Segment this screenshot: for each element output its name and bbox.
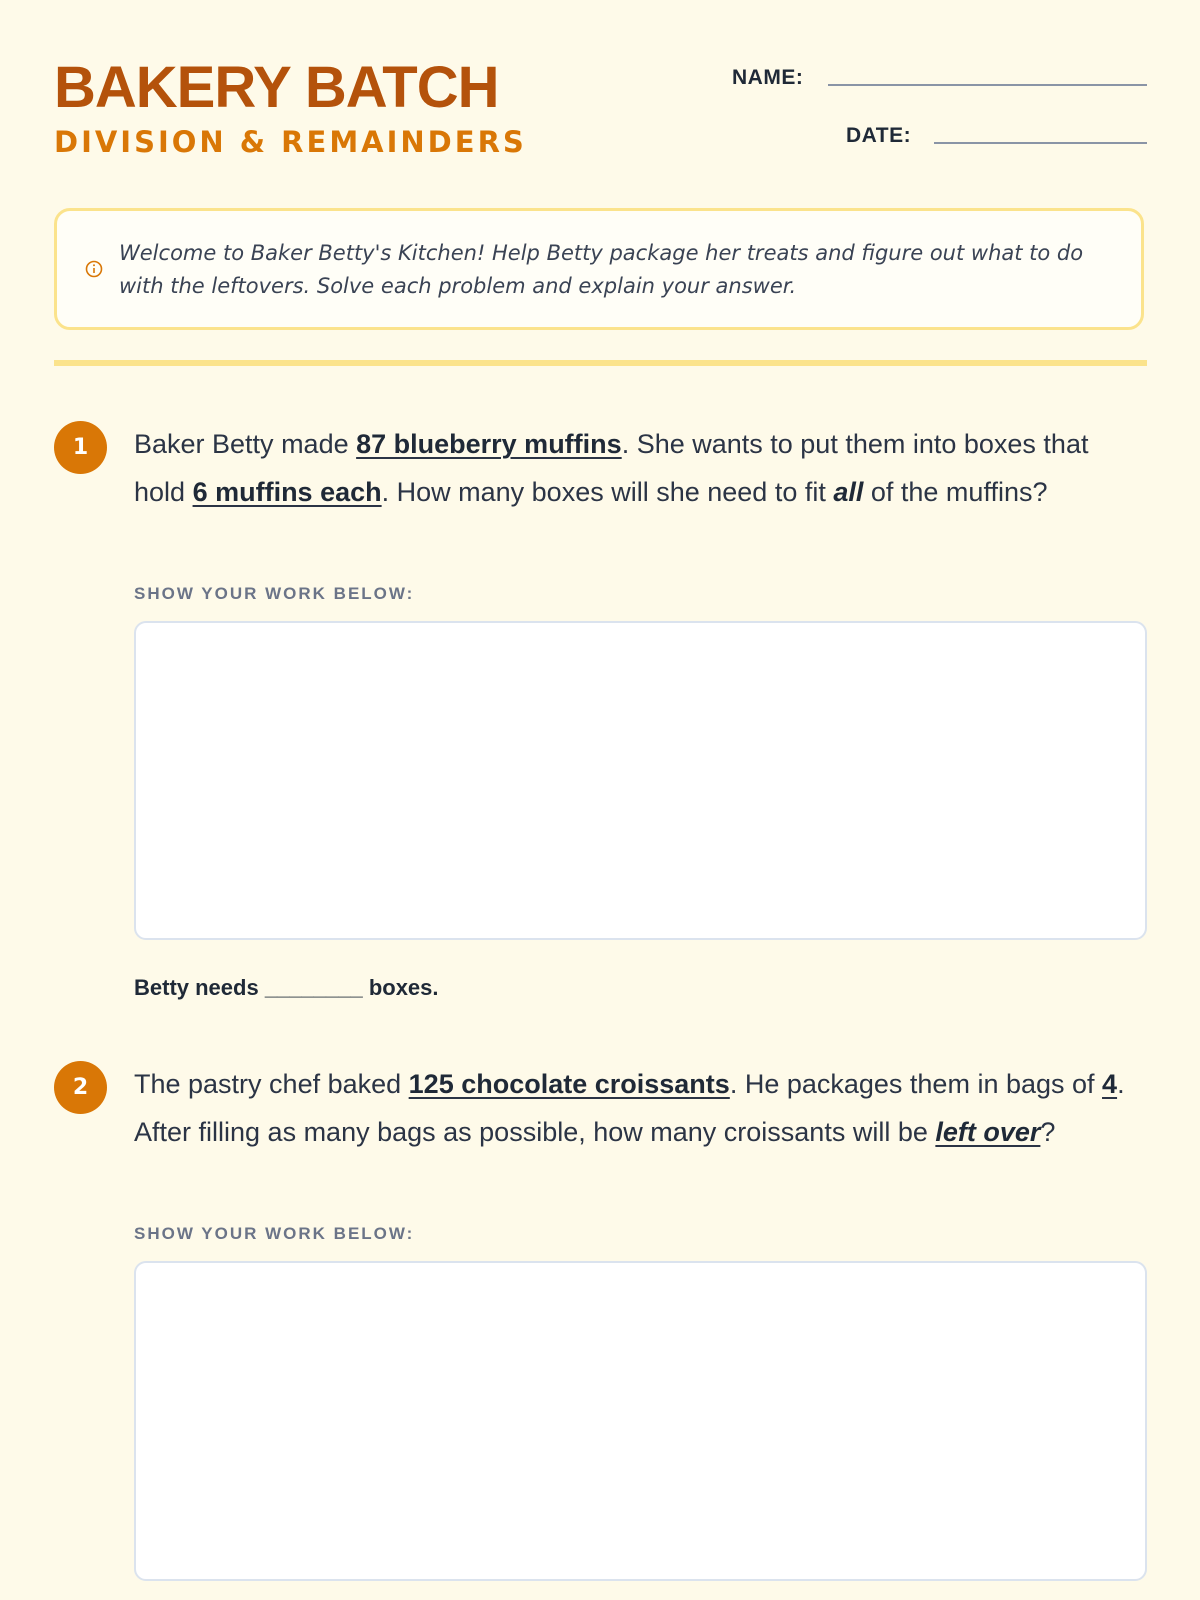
work-label: SHOW YOUR WORK BELOW: xyxy=(134,584,415,603)
name-label: NAME: xyxy=(732,66,804,89)
question-1-text: Baker Betty made 87 blueberry muffins. She wants to put them into boxes that hold 6 muffins each. How many boxes will she need to fit all of the muffins? xyxy=(134,429,1089,507)
answer-line[interactable]: Betty needs ________ boxes. xyxy=(134,975,439,1000)
intro-text: Welcome to Baker Betty's Kitchen! Help Betty package her treats and figure out what to do with the leftovers. Solve each problem and explain your answer. xyxy=(119,241,1084,298)
date-label: DATE: xyxy=(846,124,912,147)
work-area[interactable] xyxy=(134,621,1147,940)
info-icon xyxy=(85,260,103,278)
work-label: SHOW YOUR WORK BELOW: xyxy=(134,1224,415,1243)
date-field[interactable] xyxy=(934,142,1147,144)
section-divider xyxy=(54,360,1147,366)
worksheet-subtitle: DIVISION & REMAINDERS xyxy=(54,125,527,159)
question-2-text: The pastry chef baked 125 chocolate croissants. He packages them in bags of 4. After filling as many bags as possible, how many croissants will be left over? xyxy=(134,1069,1125,1147)
intro-box xyxy=(54,208,1144,330)
question-number-badge: 2 xyxy=(54,1061,107,1114)
work-area[interactable] xyxy=(134,1261,1147,1581)
worksheet-title: BAKERY BATCH xyxy=(54,55,499,120)
question-number-badge: 1 xyxy=(54,421,107,474)
name-field[interactable] xyxy=(828,84,1147,86)
